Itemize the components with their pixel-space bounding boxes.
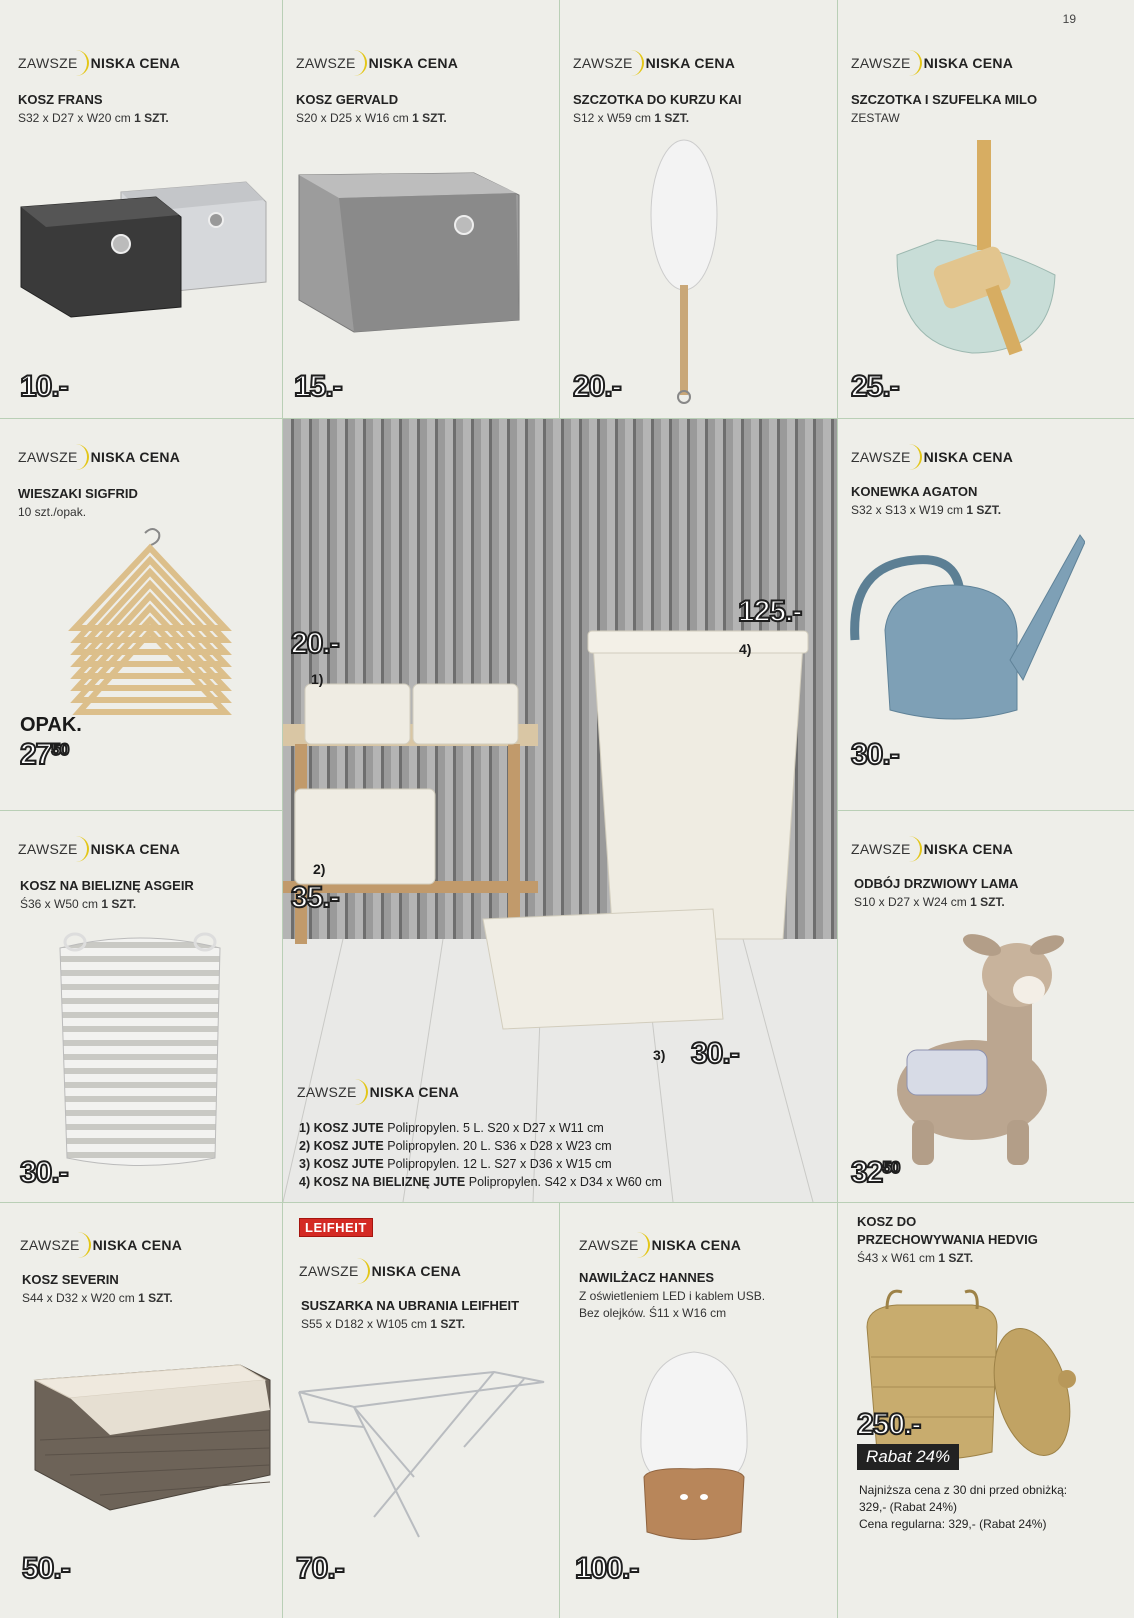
szczotka-szufelka-milo-image [877, 135, 1057, 360]
zawsze-niska-cena-badge: ZAWSZE NISKA CENA [296, 50, 458, 76]
zawsze-niska-cena-badge: ZAWSZE NISKA CENA [573, 50, 735, 76]
product-card-lama[interactable] [837, 810, 1134, 1202]
zawsze-niska-cena-badge: ZAWSZE NISKA CENA [18, 50, 180, 76]
jute-price-3: 30.- [691, 1037, 739, 1070]
kosz-asgeir-image [55, 928, 230, 1173]
rabat-badge: Rabat 24% [857, 1444, 959, 1470]
product-title: KOSZ GERVALD [296, 92, 399, 107]
lowest-price-value: 329,- (Rabat 24%) [859, 1500, 958, 1514]
product-price: $32^{50}$ [851, 1156, 900, 1189]
product-card-hannes[interactable] [559, 1202, 837, 1618]
zawsze-niska-cena-badge: ZAWSZE NISKA CENA [20, 1232, 182, 1258]
jute-label-1: 1) [311, 671, 324, 687]
odboj-lama-image [877, 920, 1067, 1170]
product-dims: S32 x D27 x W20 cm 1 SZT. [18, 111, 169, 125]
product-title: KOSZ FRANS [18, 92, 103, 107]
product-dims: S32 x S13 x W19 cm 1 SZT. [851, 503, 1002, 517]
price-unit-label: OPAK. [20, 714, 82, 736]
product-card-kai[interactable] [559, 0, 837, 418]
product-card-asgeir[interactable] [0, 810, 282, 1202]
product-price: 15.- [294, 370, 342, 403]
product-price: 50.- [22, 1552, 70, 1585]
product-title: SZCZOTKA DO KURZU KAI [573, 92, 742, 107]
product-title-line-1: KOSZ DO [857, 1214, 917, 1229]
zawsze-niska-cena-badge: ZAWSZE NISKA CENA [299, 1258, 461, 1284]
product-title-line-2: PRZECHOWYWANIA HEDVIG [857, 1232, 1038, 1247]
product-dims: Ś36 x W50 cm 1 SZT. [20, 897, 137, 911]
jute-label-2: 2) [313, 861, 326, 877]
zawsze-niska-cena-badge: ZAWSZE NISKA CENA [297, 1079, 459, 1105]
zawsze-niska-cena-badge: ZAWSZE NISKA CENA [18, 444, 180, 470]
product-desc-line-1: Z oświetleniem LED i kablem USB. [579, 1289, 766, 1303]
product-price: 10.- [20, 370, 68, 403]
product-title: KOSZ NA BIELIZNĘ ASGEIR [20, 878, 194, 893]
product-price: 25.- [851, 370, 899, 403]
product-title: SZCZOTKA I SZUFELKA MILO [851, 92, 1038, 107]
product-price: 250.- [857, 1408, 921, 1441]
product-card-frans[interactable] [0, 0, 282, 418]
leifheit-logo: LEIFHEIT [299, 1218, 373, 1237]
zawsze-niska-cena-badge: ZAWSZE NISKA CENA [851, 836, 1013, 862]
product-price: $27^{50}$ [20, 738, 69, 771]
product-title: SUSZARKA NA UBRANIA LEIFHEIT [301, 1298, 520, 1313]
jute-price-1: 20.- [291, 627, 339, 660]
kosz-frans-image [16, 172, 271, 322]
product-card-leifheit[interactable] [282, 1202, 559, 1618]
jute-label-3: 3) [653, 1047, 666, 1063]
product-card-agaton[interactable] [837, 418, 1134, 810]
jute-price-4: 125.- [738, 595, 802, 628]
jute-spec-item: 3) KOSZ JUTE Polipropylen. 12 L. S27 x D36 x W15 cm [299, 1157, 612, 1171]
product-price: 30.- [20, 1156, 68, 1189]
product-title: NAWILŻACZ HANNES [579, 1270, 715, 1285]
zawsze-niska-cena-badge: ZAWSZE NISKA CENA [851, 444, 1013, 470]
zawsze-niska-cena-badge: ZAWSZE NISKA CENA [579, 1232, 741, 1258]
suszarka-leifheit-image [294, 1367, 549, 1547]
zawsze-niska-cena-badge: ZAWSZE NISKA CENA [18, 836, 180, 862]
product-dims: ZESTAW [851, 111, 900, 125]
product-card-sigfrid[interactable] [0, 418, 282, 810]
product-dims: S55 x D182 x W105 cm 1 SZT. [301, 1317, 466, 1331]
product-title: KONEWKA AGATON [851, 484, 978, 499]
jute-spec-item: 4) KOSZ NA BIELIZNĘ JUTE Polipropylen. S42 x D34 x W60 cm [299, 1175, 662, 1189]
lowest-price-note: Najniższa cena z 30 dni przed obniżką: [859, 1483, 1068, 1497]
product-title: KOSZ SEVERIN [22, 1272, 119, 1287]
product-price: 70.- [296, 1552, 344, 1585]
jute-spec-list [299, 1119, 662, 1191]
product-price: 30.- [851, 738, 899, 771]
konewka-agaton-image [845, 530, 1085, 740]
regular-price-note: Cena regularna: 329,- (Rabat 24%) [859, 1517, 1047, 1531]
product-dims: Ś43 x W61 cm 1 SZT. [857, 1251, 974, 1265]
szczotka-kai-image [639, 135, 729, 405]
product-card-milo[interactable] [837, 0, 1134, 418]
product-dims: S12 x W59 cm 1 SZT. [573, 111, 690, 125]
product-dims: 10 szt./opak. [18, 505, 87, 519]
product-title: ODBÓJ DRZWIOWY LAMA [854, 876, 1019, 891]
wieszaki-sigfrid-image [65, 523, 235, 743]
product-price: 100.- [575, 1552, 639, 1585]
product-dims: S20 x D25 x W16 cm 1 SZT. [296, 111, 447, 125]
jute-spec-item: 2) KOSZ JUTE Polipropylen. 20 L. S36 x D28 x W23 cm [299, 1139, 612, 1153]
product-card-severin[interactable] [0, 1202, 282, 1618]
jute-label-4: 4) [739, 641, 752, 657]
kosz-gervald-image [294, 170, 524, 335]
jute-price-2: 35.- [291, 881, 339, 914]
page-number: 19 [1062, 12, 1076, 26]
jute-spec-item: 1) KOSZ JUTE Polipropylen. 5 L. S20 x D27 x W11 cm [299, 1121, 604, 1135]
product-dims: S10 x D27 x W24 cm 1 SZT. [854, 895, 1005, 909]
jute-collection-photo[interactable] [283, 419, 837, 1202]
product-title: WIESZAKI SIGFRID [18, 486, 138, 501]
zawsze-niska-cena-badge: ZAWSZE NISKA CENA [851, 50, 1013, 76]
product-card-hedvig[interactable] [837, 1202, 1134, 1618]
product-card-gervald[interactable] [282, 0, 559, 418]
product-price: 20.- [573, 370, 621, 403]
kosz-severin-image [30, 1350, 275, 1525]
nawilzacz-hannes-image [629, 1347, 759, 1552]
product-dims: S44 x D32 x W20 cm 1 SZT. [22, 1291, 173, 1305]
product-desc-line-2: Bez olejków. Ś11 x W16 cm [579, 1306, 727, 1320]
